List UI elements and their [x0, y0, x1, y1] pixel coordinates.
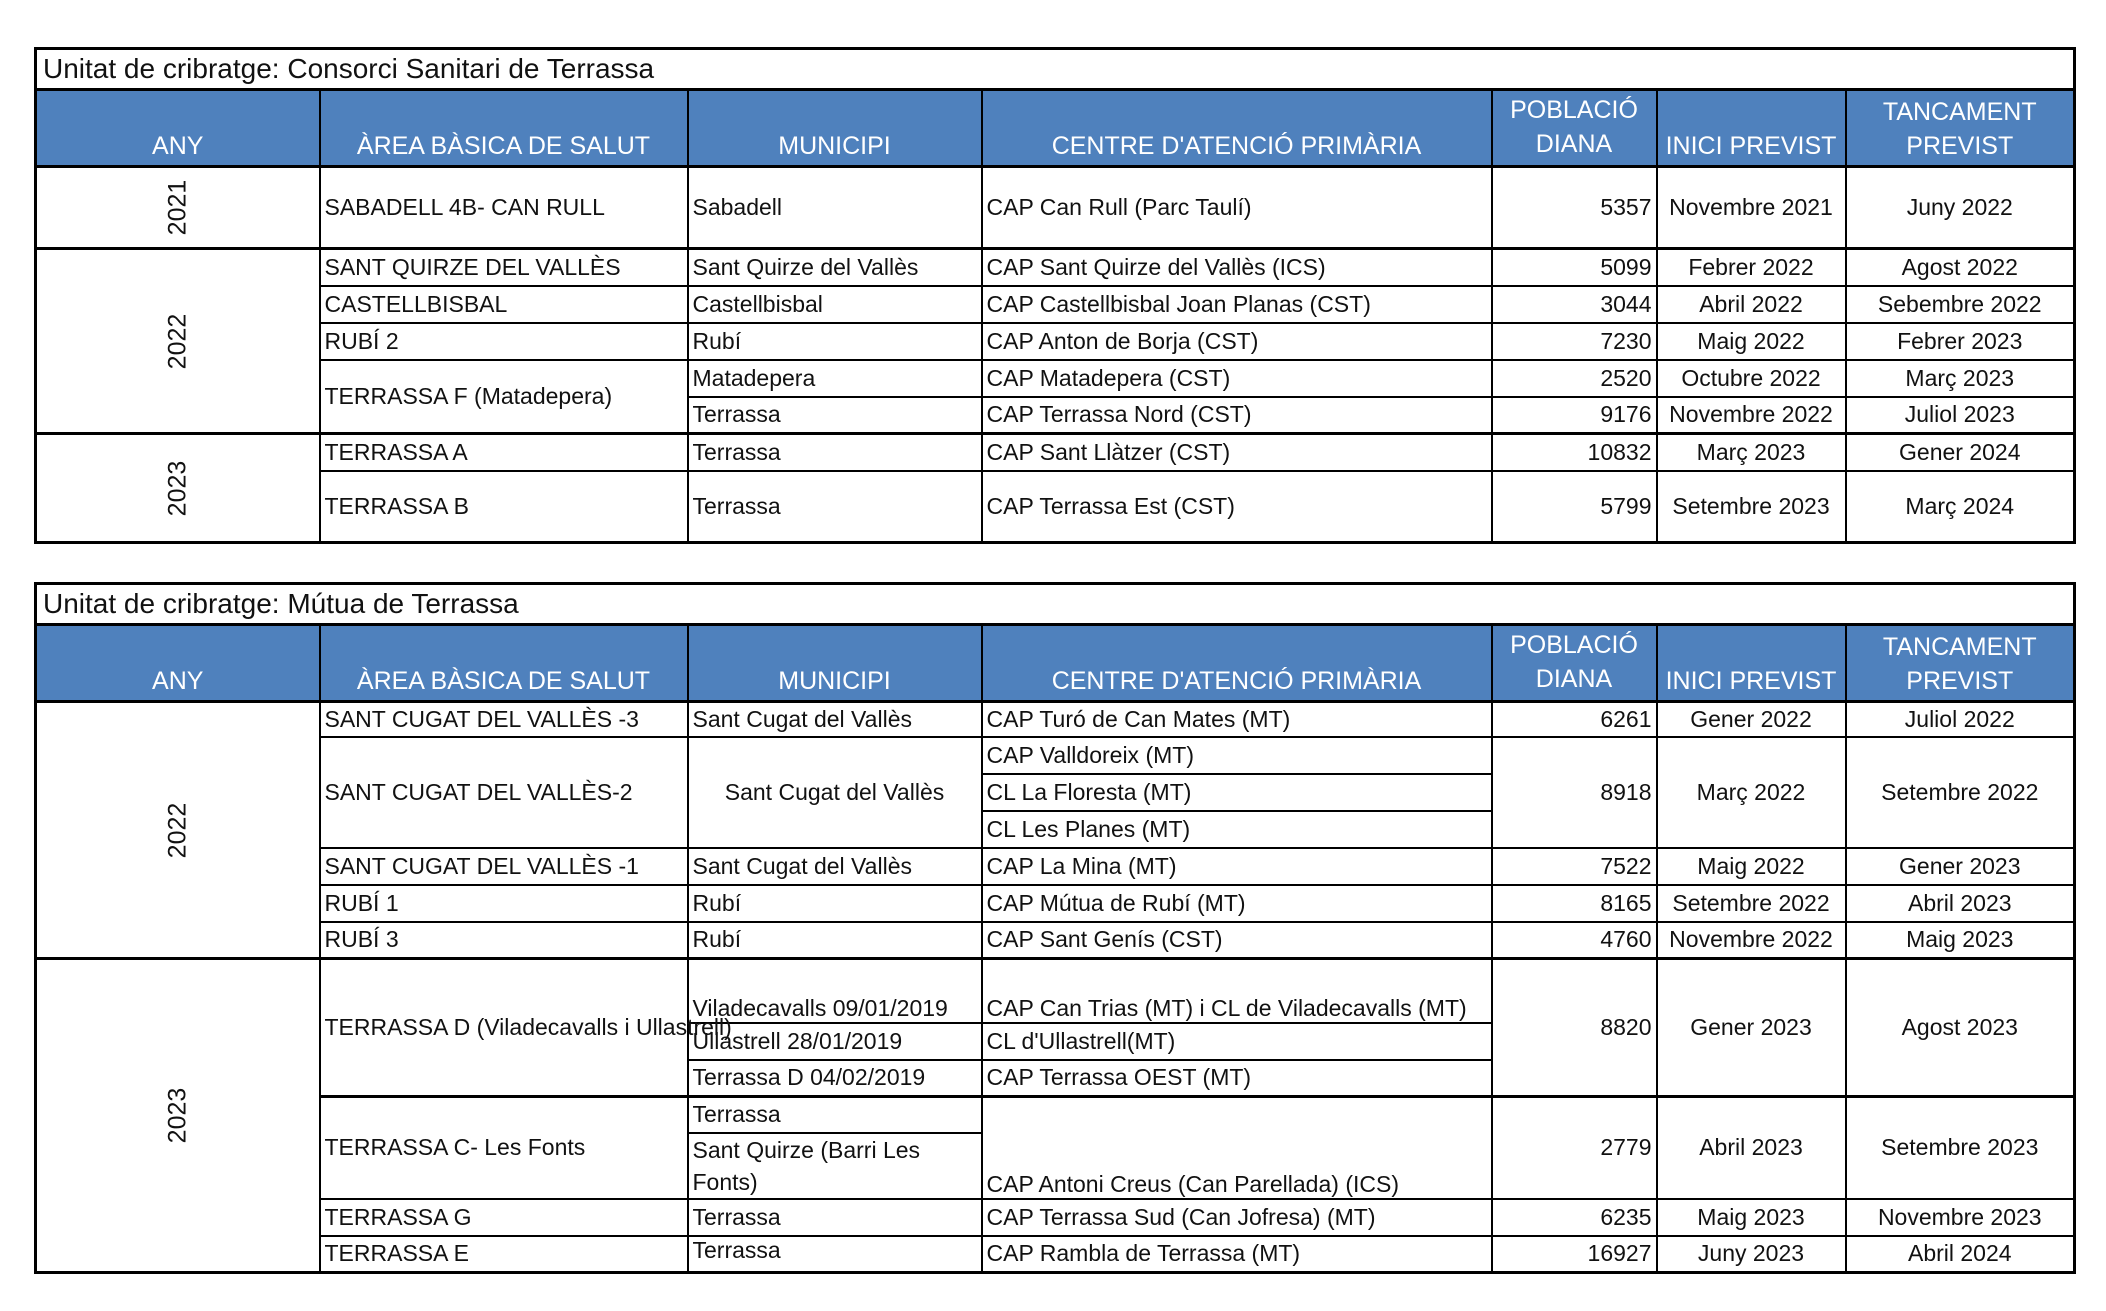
tancament-cell: Gener 2023: [1846, 848, 2075, 885]
tancament-cell: Març 2024: [1846, 471, 2075, 543]
poblacio-cell: 7522: [1492, 848, 1657, 885]
tancament-cell: Setembre 2023: [1846, 1097, 2075, 1199]
inici-cell: Gener 2023: [1657, 959, 1846, 1097]
table-row: [36, 848, 2075, 885]
poblacio-cell: 8165: [1492, 885, 1657, 922]
area-cell: SANT CUGAT DEL VALLÈS -3: [320, 702, 688, 737]
inici-cell: Gener 2022: [1657, 702, 1846, 737]
municipi-cell: Rubí: [688, 323, 982, 360]
inici-cell: Març 2023: [1657, 434, 1846, 471]
poblacio-cell: 16927: [1492, 1236, 1657, 1273]
header-poblacio: POBLACIÓ DIANA: [1492, 90, 1657, 167]
year-cell: 2022: [36, 702, 320, 959]
municipi-cell: Sant Quirze (Barri Les Fonts): [688, 1133, 982, 1199]
header-centre: CENTRE D'ATENCIÓ PRIMÀRIA: [982, 625, 1492, 702]
table-row: [36, 959, 2075, 1023]
unit-consorci-sanitari: [34, 47, 2073, 544]
municipi-cell: Sabadell: [688, 167, 982, 249]
inici-cell: Maig 2022: [1657, 848, 1846, 885]
area-cell: SANT CUGAT DEL VALLÈS-2: [320, 737, 688, 848]
tancament-cell: Abril 2024: [1846, 1236, 2075, 1273]
centre-cell: CAP Castellbisbal Joan Planas (CST): [982, 286, 1492, 323]
header-row: [36, 625, 2075, 702]
header-any: ANY: [36, 625, 320, 702]
header-tancament: TANCAMENT PREVIST: [1846, 625, 2075, 702]
table-consorci-sanitari: [34, 47, 2076, 544]
centre-cell: CAP Can Rull (Parc Taulí): [982, 167, 1492, 249]
year-cell: 2022: [36, 249, 320, 434]
centre-cell: CAP Terrassa OEST (MT): [982, 1060, 1492, 1097]
centre-cell: CAP Terrassa Sud (Can Jofresa) (MT): [982, 1199, 1492, 1236]
tancament-cell: Agost 2023: [1846, 959, 2075, 1097]
municipi-cell: Terrassa: [688, 1236, 982, 1273]
centre-cell: CAP Turó de Can Mates (MT): [982, 702, 1492, 737]
area-cell: TERRASSA D (Viladecavalls i Ullastrell): [320, 959, 688, 1097]
year-cell: 2023: [36, 959, 320, 1273]
centre-cell: CAP Sant Genís (CST): [982, 922, 1492, 959]
poblacio-cell: 6235: [1492, 1199, 1657, 1236]
tancament-cell: Juliol 2022: [1846, 702, 2075, 737]
tancament-cell: Sebembre 2022: [1846, 286, 2075, 323]
poblacio-cell: 6261: [1492, 702, 1657, 737]
tancament-cell: Agost 2022: [1846, 249, 2075, 286]
table-row: [36, 737, 2075, 774]
area-cell: RUBÍ 1: [320, 885, 688, 922]
tancament-cell: Juny 2022: [1846, 167, 2075, 249]
tancament-cell: Juliol 2023: [1846, 397, 2075, 434]
area-cell: SANT QUIRZE DEL VALLÈS: [320, 249, 688, 286]
municipi-cell: Ullastrell 28/01/2019: [688, 1023, 982, 1060]
poblacio-cell: 5099: [1492, 249, 1657, 286]
poblacio-cell: 5357: [1492, 167, 1657, 249]
municipi-cell: Sant Quirze del Vallès: [688, 249, 982, 286]
centre-cell: CAP La Mina (MT): [982, 848, 1492, 885]
centre-cell: CAP Valldoreix (MT): [982, 737, 1492, 774]
header-municipi: MUNICIPI: [688, 90, 982, 167]
municipi-cell: Sant Cugat del Vallès: [688, 848, 982, 885]
header-inici: INICI PREVIST: [1657, 90, 1846, 167]
inici-cell: Novembre 2022: [1657, 922, 1846, 959]
area-cell: TERRASSA C- Les Fonts: [320, 1097, 688, 1199]
header-centre: CENTRE D'ATENCIÓ PRIMÀRIA: [982, 90, 1492, 167]
area-cell: SABADELL 4B- CAN RULL: [320, 167, 688, 249]
centre-cell: CAP Antoni Creus (Can Parellada) (ICS): [982, 1097, 1492, 1199]
municipi-cell: Terrassa: [688, 434, 982, 471]
header-row: [36, 90, 2075, 167]
inici-cell: Abril 2022: [1657, 286, 1846, 323]
inici-cell: Setembre 2023: [1657, 471, 1846, 543]
header-poblacio: POBLACIÓ DIANA: [1492, 625, 1657, 702]
centre-cell: CAP Terrassa Nord (CST): [982, 397, 1492, 434]
centre-cell: CAP Sant Llàtzer (CST): [982, 434, 1492, 471]
inici-cell: Abril 2023: [1657, 1097, 1846, 1199]
tancament-cell: Maig 2023: [1846, 922, 2075, 959]
centre-cell: CL Les Planes (MT): [982, 811, 1492, 848]
municipi-cell: Rubí: [688, 885, 982, 922]
municipi-cell: Terrassa: [688, 1199, 982, 1236]
municipi-cell: Terrassa: [688, 471, 982, 543]
table-row: [36, 1097, 2075, 1133]
municipi-cell: Sant Cugat del Vallès: [688, 702, 982, 737]
unit-mutua-terrassa: [34, 582, 2073, 1274]
inici-cell: Maig 2022: [1657, 323, 1846, 360]
centre-cell: CAP Matadepera (CST): [982, 360, 1492, 397]
year-cell: 2023: [36, 434, 320, 543]
poblacio-cell: 2779: [1492, 1097, 1657, 1199]
table-row: [36, 702, 2075, 737]
table-row: [36, 167, 2075, 249]
poblacio-cell: 9176: [1492, 397, 1657, 434]
table-row: [36, 922, 2075, 959]
poblacio-cell: 3044: [1492, 286, 1657, 323]
centre-cell: CL d'Ullastrell(MT): [982, 1023, 1492, 1060]
table-row: [36, 323, 2075, 360]
area-cell: CASTELLBISBAL: [320, 286, 688, 323]
inici-cell: Juny 2023: [1657, 1236, 1846, 1273]
table-row: [36, 1199, 2075, 1236]
tancament-cell: Febrer 2023: [1846, 323, 2075, 360]
inici-cell: Març 2022: [1657, 737, 1846, 848]
municipi-cell: Viladecavalls 09/01/2019: [688, 959, 982, 1023]
table-row: [36, 471, 2075, 543]
table-row: [36, 249, 2075, 286]
area-cell: TERRASSA E: [320, 1236, 688, 1273]
table-row: [36, 360, 2075, 397]
header-municipi: MUNICIPI: [688, 625, 982, 702]
centre-cell: CAP Can Trias (MT) i CL de Viladecavalls (MT): [982, 959, 1492, 1023]
centre-cell: CAP Anton de Borja (CST): [982, 323, 1492, 360]
tancament-cell: Setembre 2022: [1846, 737, 2075, 848]
year-cell: 2021: [36, 167, 320, 249]
inici-cell: Febrer 2022: [1657, 249, 1846, 286]
table-row: [36, 434, 2075, 471]
inici-cell: Octubre 2022: [1657, 360, 1846, 397]
inici-cell: Novembre 2022: [1657, 397, 1846, 434]
area-cell: SANT CUGAT DEL VALLÈS -1: [320, 848, 688, 885]
header-area: ÀREA BÀSICA DE SALUT: [320, 90, 688, 167]
poblacio-cell: 4760: [1492, 922, 1657, 959]
centre-cell: CAP Terrassa Est (CST): [982, 471, 1492, 543]
municipi-cell: Terrassa: [688, 1097, 982, 1133]
unit-caption: Unitat de cribratge: Mútua de Terrassa: [36, 584, 2075, 625]
area-cell: RUBÍ 2: [320, 323, 688, 360]
table-row: [36, 1236, 2075, 1273]
municipi-cell: Terrassa: [688, 397, 982, 434]
area-cell: TERRASSA A: [320, 434, 688, 471]
tancament-cell: Abril 2023: [1846, 885, 2075, 922]
tancament-cell: Gener 2024: [1846, 434, 2075, 471]
inici-cell: Setembre 2022: [1657, 885, 1846, 922]
header-tancament: TANCAMENT PREVIST: [1846, 90, 2075, 167]
poblacio-cell: 5799: [1492, 471, 1657, 543]
poblacio-cell: 7230: [1492, 323, 1657, 360]
unit-caption: Unitat de cribratge: Consorci Sanitari de Terrassa: [36, 49, 2075, 90]
tancament-cell: Novembre 2023: [1846, 1199, 2075, 1236]
centre-cell: CAP Sant Quirze del Vallès (ICS): [982, 249, 1492, 286]
municipi-cell: Castellbisbal: [688, 286, 982, 323]
poblacio-cell: 10832: [1492, 434, 1657, 471]
centre-cell: CAP Rambla de Terrassa (MT): [982, 1236, 1492, 1273]
header-any: ANY: [36, 90, 320, 167]
poblacio-cell: 8918: [1492, 737, 1657, 848]
centre-cell: CL La Floresta (MT): [982, 774, 1492, 811]
table-row: [36, 885, 2075, 922]
table-row: [36, 286, 2075, 323]
inici-cell: Maig 2023: [1657, 1199, 1846, 1236]
municipi-cell: Rubí: [688, 922, 982, 959]
municipi-cell: Sant Cugat del Vallès: [688, 737, 982, 848]
area-cell: TERRASSA B: [320, 471, 688, 543]
header-inici: INICI PREVIST: [1657, 625, 1846, 702]
tancament-cell: Març 2023: [1846, 360, 2075, 397]
poblacio-cell: 8820: [1492, 959, 1657, 1097]
table-mutua-terrassa: [34, 582, 2076, 1274]
area-cell: TERRASSA G: [320, 1199, 688, 1236]
centre-cell: CAP Mútua de Rubí (MT): [982, 885, 1492, 922]
municipi-cell: Matadepera: [688, 360, 982, 397]
area-cell: TERRASSA F (Matadepera): [320, 360, 688, 434]
poblacio-cell: 2520: [1492, 360, 1657, 397]
area-cell: RUBÍ 3: [320, 922, 688, 959]
header-area: ÀREA BÀSICA DE SALUT: [320, 625, 688, 702]
municipi-cell: Terrassa D 04/02/2019: [688, 1060, 982, 1097]
inici-cell: Novembre 2021: [1657, 167, 1846, 249]
